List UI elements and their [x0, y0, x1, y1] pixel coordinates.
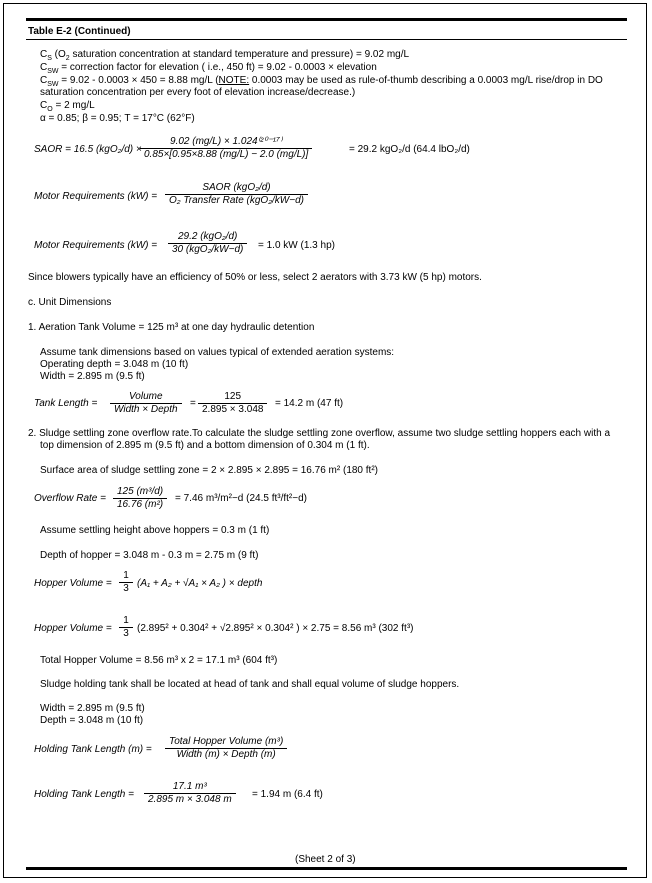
tank-length-equals: = — [190, 398, 196, 409]
holding-length2-lhs: Holding Tank Length = — [34, 789, 134, 800]
holding-length-fraction — [165, 736, 287, 761]
tank-length-fraction1 — [110, 391, 182, 416]
overflow-numerator: 125 (m³/d) — [117, 486, 164, 497]
motor-req-denominator: O₂ Transfer Rate (kgO₂/kW−d) — [165, 194, 308, 207]
motor-req2-denominator: 30 (kgO₂/kW−d) — [168, 243, 247, 256]
overflow-rate-lhs: Overflow Rate = — [34, 493, 106, 504]
holding-length-numerator: Total Hopper Volume (m³) — [169, 736, 284, 747]
tank-length-lhs: Tank Length = — [34, 398, 98, 409]
assume-tank-text: Assume tank dimensions based on values typical of extended aeration systems: — [40, 347, 395, 358]
one-third-den2: 3 — [119, 627, 133, 640]
sludge-text-a: 2. Sludge settling zone overflow rate.To calculate the sludge settling zone overflow, assume two sludge settling hoppers each with a — [28, 428, 611, 439]
sheet-number: (Sheet 2 of 3) — [295, 854, 356, 865]
tank-length-num1: Volume — [129, 391, 163, 402]
saor-denominator: 0.85×[0.95×8.88 (mg/L) − 2.0 (mg/L)] — [140, 148, 312, 161]
tank-length-fraction2 — [198, 391, 267, 416]
holding-length-lhs: Holding Tank Length (m) = — [34, 744, 152, 755]
aeration-volume-text: 1. Aeration Tank Volume = 125 m³ at one day hydraulic detention — [28, 322, 315, 333]
tank-length-den1: Width × Depth — [110, 403, 182, 416]
overflow-rate-rhs: = 7.46 m³/m²−d (24.5 ft³/ft²−d) — [175, 493, 307, 504]
csw-calc-cont: saturation concentration per every foot of elevation increase/decrease.) — [40, 87, 356, 98]
csw-calc-line: $C_{SW} = 9.02 - 0.0003 \times 450 = 8.88$ mg/L (NOTE: 0.0003 may be used as rule-of-thumb describing a 0.0003 mg/L rise/drop in DO — [40, 75, 603, 88]
tank-length-num2: 125 — [224, 391, 242, 402]
one-third-fraction2 — [119, 615, 133, 640]
cs-line: $C_S$ ($O_2$ saturation concentration at standard temperature and pressure) = 9.02 mg/L — [40, 49, 410, 62]
saor-numerator: 9.02 (mg/L) × 1.024⁽²⁰⁻¹⁷⁾ — [170, 136, 283, 147]
csw-line: $C_{SW}$ = correction factor for elevation ( i.e., 450 ft) = 9.02 - 0.0003 × elevation — [40, 62, 377, 75]
depth2-text: Depth = 3.048 m (10 ft) — [40, 715, 144, 726]
motor-req2-rhs: = 1.0 kW (1.3 hp) — [258, 240, 335, 251]
hopper-volume2-lhs: Hopper Volume = — [34, 623, 112, 634]
depth-hopper-text: Depth of hopper = 3.048 m - 0.3 m = 2.75 m (9 ft) — [40, 550, 259, 561]
one-third-den: 3 — [119, 582, 133, 595]
holding-length-denominator: Width (m) × Depth (m) — [165, 748, 287, 761]
overflow-denominator: 16.76 (m²) — [113, 498, 167, 511]
surface-area-text: Surface area of sludge settling zone = 2 × 2.895 × 2.895 = 16.76 m² (180 ft²) — [40, 465, 378, 476]
blowers-text: Since blowers typically have an efficiency of 50% or less, select 2 aerators with 3.73 kW (5 hp) motors. — [28, 272, 482, 283]
motor-req2-numerator: 29.2 (kgO₂/d) — [177, 231, 238, 242]
motor-req2-lhs: Motor Requirements (kW) = — [34, 240, 158, 251]
bottom-rule — [26, 867, 627, 870]
width2-text: Width = 2.895 m (9.5 ft) — [40, 703, 145, 714]
sludge-text-b: top dimension of 2.895 m (9.5 ft) and a bottom dimension of 0.304 m (1 ft). — [40, 440, 370, 451]
holding-length2-fraction — [144, 781, 236, 806]
one-third-num: 1 — [123, 570, 129, 581]
motor-req-fraction — [165, 182, 308, 207]
table-title: Table E-2 (Continued) — [28, 26, 131, 37]
saor-lhs: SAOR = 16.5 (kgO₂/d) × — [34, 144, 142, 155]
hopper-volume-lhs: Hopper Volume = — [34, 578, 112, 589]
holding-length2-rhs: = 1.94 m (6.4 ft) — [252, 789, 323, 800]
settling-height-text: Assume settling height above hoppers = 0.3 m (1 ft) — [40, 525, 270, 536]
width-text: Width = 2.895 m (9.5 ft) — [40, 371, 145, 382]
saor-fraction — [140, 136, 312, 161]
motor-req-lhs: Motor Requirements (kW) = — [34, 191, 158, 202]
tank-length-rhs: = 14.2 m (47 ft) — [275, 398, 344, 409]
unit-dimensions-heading: c. Unit Dimensions — [28, 297, 112, 308]
co-line: $C_O = 2$ mg/L — [40, 100, 95, 113]
tank-length-den2: 2.895 × 3.048 — [198, 403, 267, 416]
operating-depth-text: Operating depth = 3.048 m (10 ft) — [40, 359, 189, 370]
one-third-fraction — [119, 570, 133, 595]
top-rule — [26, 18, 627, 21]
holding-length2-denominator: 2.895 m × 3.048 m — [144, 793, 236, 806]
holding-length2-numerator: 17.1 m³ — [172, 781, 207, 792]
hopper-volume-rhs: (A₁ + A₂ + √A₁ × A₂ ) × depth — [137, 578, 263, 589]
motor-req-numerator: SAOR (kgO₂/d) — [202, 182, 271, 193]
total-hopper-text: Total Hopper Volume = 8.56 m³ x 2 = 17.1 m³ (604 ft³) — [40, 655, 278, 666]
holding-note-text: Sludge holding tank shall be located at head of tank and shall equal volume of sludge hoppers. — [40, 679, 460, 690]
header-rule — [26, 39, 627, 40]
overflow-rate-fraction — [113, 486, 167, 511]
hopper-volume2-rhs: (2.895² + 0.304² + √2.895² × 0.304² ) × 2.75 = 8.56 m³ (302 ft³) — [137, 623, 414, 634]
motor-req2-fraction — [168, 231, 247, 256]
saor-rhs: = 29.2 kgO₂/d (64.4 lbO₂/d) — [349, 144, 470, 155]
alpha-beta-line: α = 0.85; β = 0.95; T = 17°C (62°F) — [40, 113, 195, 124]
one-third-num2: 1 — [123, 615, 129, 626]
